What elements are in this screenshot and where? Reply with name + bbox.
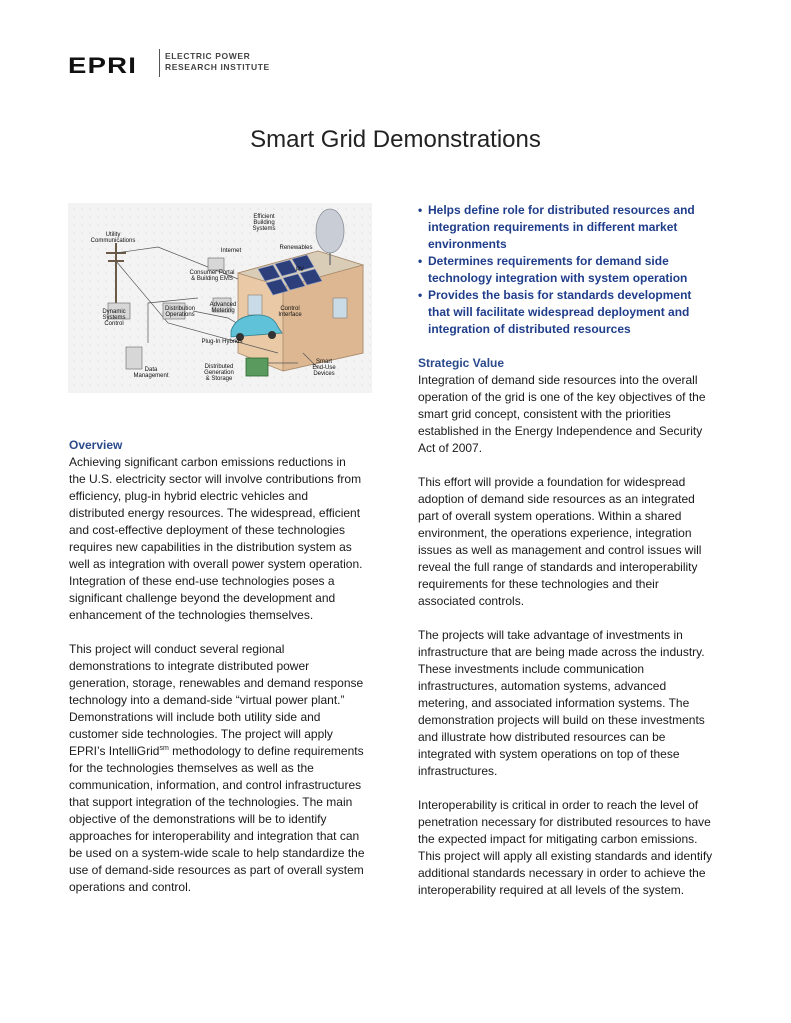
strategic-paragraph-1 xyxy=(418,372,723,457)
bullet-dot-icon: • xyxy=(418,254,423,268)
text-line: infrastructures. xyxy=(418,764,498,778)
text-line: operations and control. xyxy=(69,880,192,894)
text-line: that support integration of the technologies. The main xyxy=(69,795,353,809)
label-efficient-building: Efficient Building Systems xyxy=(252,214,276,232)
text-line: associated controls. xyxy=(418,594,525,608)
text-line: use of demand-side resources as part of overall system xyxy=(69,863,364,877)
smart-grid-diagram xyxy=(68,203,372,393)
strategic-paragraph-4 xyxy=(418,797,723,899)
overview-paragraph-1 xyxy=(69,454,374,624)
bullet-item xyxy=(418,253,723,287)
text-line: for the technologies themselves as well as the xyxy=(69,761,314,775)
left-column xyxy=(69,437,374,913)
bullet-line: integration requirements in different market xyxy=(428,220,678,234)
text-line: part of overall system operations. Within a shared xyxy=(418,509,682,523)
text-line: infrastructure that are being made across the industry. xyxy=(418,645,705,659)
overview-heading: Overview xyxy=(69,438,123,452)
text-line: demonstrations to integrate distributed power xyxy=(69,659,310,673)
label-renewables: Renewables xyxy=(279,245,313,251)
text-line: the expected impact for mitigating carbon emissions. xyxy=(418,832,698,846)
bullet-line: that will facilitate widespread deployment and xyxy=(428,305,690,319)
bullet-line: technology integration with system operation xyxy=(428,271,688,285)
label-data-management: Data Management xyxy=(133,367,169,379)
text-line: operation of the grid is one of the key objectives of the xyxy=(418,390,706,404)
bullet-line: Helps define role for distributed resources and xyxy=(428,203,695,217)
text-line: efficiency, plug-in hybrid electric vehicles and xyxy=(69,489,309,503)
text-line: communication, information, and control infrastructures xyxy=(69,778,362,792)
bullet-line: integration of distributed resources xyxy=(428,322,631,336)
logo-divider xyxy=(159,49,160,77)
text-line: infrastructures, automation systems, advanced xyxy=(418,679,667,693)
strategic-value-heading: Strategic Value xyxy=(418,356,505,370)
text-line: demonstration projects will build on these investments xyxy=(418,713,705,727)
overview-paragraph-2 xyxy=(69,641,374,896)
text-line: requires new capabilities in the distribution system as xyxy=(69,540,352,554)
text-line: customer side technologies. The project will apply xyxy=(69,727,333,741)
text-line: Achieving significant carbon emissions reductions in xyxy=(69,455,346,469)
text-line: reveal the full range of standards and interoperability xyxy=(418,560,698,574)
label-distribution-operations: Distribution Operations xyxy=(164,306,196,318)
text-line: the U.S. electricity sector will involve contributions from xyxy=(69,472,362,486)
text-line: Integration of these end-use technologies poses a xyxy=(69,574,335,588)
strategic-paragraph-3 xyxy=(418,627,723,780)
logo-line-1: ELECTRIC POWER xyxy=(165,51,251,61)
text-line: environment, the operations experience, integration xyxy=(418,526,692,540)
text-line: smart grid concept, consistent with the priorities xyxy=(418,407,671,421)
logo-org-name xyxy=(165,51,270,73)
distributed-generation-illustration xyxy=(246,358,268,376)
text-line: These investments include communication xyxy=(418,662,645,676)
label-consumer-portal: Consumer Portal & Building EMS xyxy=(189,270,235,282)
text-line: interoperability required at all levels of the system. xyxy=(418,883,685,897)
text-line: requirements for these technologies and their xyxy=(418,577,659,591)
text-line: well as integration with overall power system operation. xyxy=(69,557,363,571)
text-line: Act of 2007. xyxy=(418,441,483,455)
text-line: significant challenge beyond the development and xyxy=(69,591,336,605)
intelligrid-text: EPRI’s IntelliGrid xyxy=(69,744,160,758)
bullet-item xyxy=(418,202,723,253)
bullet-line: Provides the basis for standards development xyxy=(428,288,692,302)
text-line: additional standards necessary in order to achieve the xyxy=(418,866,706,880)
text-line: metering, and associated information systems. The xyxy=(418,696,690,710)
text-line: approaches for interoperability and integration that can xyxy=(69,829,360,843)
benefits-bullet-list xyxy=(418,202,723,338)
label-dynamic-systems-control: Dynamic Systems Control xyxy=(102,309,126,327)
label-control-interface: Control Interface xyxy=(278,306,302,318)
text-line: This project will apply all existing standards and identify xyxy=(418,849,713,863)
text-line: penetration necessary for distributed resources to have xyxy=(418,815,711,829)
label-plug-in-hybrids: Plug-In Hybrids xyxy=(201,339,243,345)
text-line: generation, storage, renewables and demand response xyxy=(69,676,364,690)
text-line: enhancement of the technologies themselves. xyxy=(69,608,314,622)
bullet-line: Determines requirements for demand side xyxy=(428,254,669,268)
text-line: distributed energy resources. The widespread, efficient xyxy=(69,506,361,520)
epri-logo-mark: EPRI xyxy=(68,53,138,78)
text-line: and illustrate how distributed resources can be xyxy=(418,730,666,744)
text-line: adoption of demand side resources as an integrated xyxy=(418,492,695,506)
text-line: This project will conduct several regional xyxy=(69,642,285,656)
text-line: be used on a system-wide scale to help standardize the xyxy=(69,846,365,860)
text-line: This effort will provide a foundation for widespread xyxy=(418,475,686,489)
label-utility-communications: Utility Communications xyxy=(90,232,136,244)
text-line: Interoperability is critical in order to reach the level of xyxy=(418,798,699,812)
text-line-intelligrid xyxy=(69,743,374,760)
text-line: Integration of demand side resources into the overall xyxy=(418,373,698,387)
label-internet: Internet xyxy=(220,248,242,254)
label-pv: PV xyxy=(295,267,305,273)
bullet-line: environments xyxy=(428,237,507,251)
text-line: objective of the demonstrations will be to identify xyxy=(69,812,327,826)
text-line: established in the Energy Independence and Security xyxy=(418,424,703,438)
service-mark: sm xyxy=(159,745,169,752)
text-line: integrated with system operations on top of these xyxy=(418,747,680,761)
logo-line-2: RESEARCH INSTITUTE xyxy=(165,62,270,72)
bullet-dot-icon: • xyxy=(418,203,423,217)
text-line: The projects will take advantage of investments in xyxy=(418,628,683,642)
text-line: Demonstrations will include both utility side and xyxy=(69,710,321,724)
text-line: and cost-effective deployment of these technologies xyxy=(69,523,345,537)
label-distributed-generation: Distributed Generation & Storage xyxy=(204,364,234,382)
bullet-dot-icon: • xyxy=(418,288,423,302)
strategic-paragraph-2 xyxy=(418,474,723,610)
label-advanced-metering: Advanced Metering xyxy=(209,302,237,314)
label-smart-end-use-devices: Smart End-Use Devices xyxy=(312,359,336,377)
text-line: technology into a demand-side “virtual power plant.” xyxy=(69,693,345,707)
intelligrid-text-rest: methodology to define requirements xyxy=(168,744,364,758)
right-column xyxy=(418,202,723,916)
page-title: Smart Grid Demonstrations xyxy=(250,126,541,153)
text-line: issues as well as management and control issues will xyxy=(418,543,702,557)
bullet-item xyxy=(418,287,723,338)
